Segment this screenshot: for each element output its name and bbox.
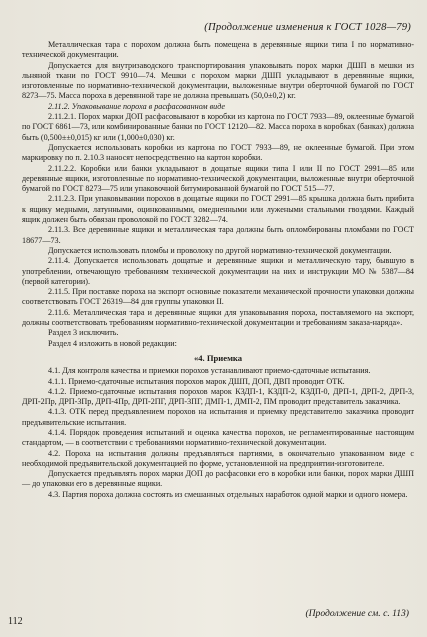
paragraph: 4.1.1. Приемо-сдаточные испытания порохов марок ДШП, ДОП, ДВП проводит ОТК. — [48, 376, 345, 386]
paragraph: 4.1.2. Приемо-сдаточные испытания порохов марок КЗДП-1, КЗДП-2, КЗДП-0, ДРП-1, ДРП-2, ДРП-3, ДРП-2Пр, ДРП-3Пр, ДРП-4Пр, ДРП-2ПГ, ДРП-3ПГ, ДМП-1, ДМП-2, ПМ проводит представитель заказчика. — [22, 386, 414, 407]
paragraph: 2.11.3. Все деревянные ящики и металлическая тара должны быть опломбированы пломбами по ГОСТ 18677—73. — [22, 225, 414, 245]
subheading: 2.11.2. Упаковывание пороха в расфасованном виде — [48, 101, 226, 111]
paragraph: 2.11.2.2. Коробки или банки укладывают в дощатые ящики типа I или II по ГОСТ 2991—85 или деревянные ящики, изготовленные по нормативно-технической документации, выложенные внутри оберточной бумагой по ГОСТ 8273—75 или упаковочной битумированной бумагой по ГОСТ 515—77. — [22, 163, 414, 194]
document-body — [22, 40, 414, 500]
paragraph: 4.2. Пороха на испытания должны предъявляться партиями, в окончательно упакованном виде с необходимой предъявительской документацией по форме, установленной на предприятии-изготовителе. — [22, 448, 414, 468]
paragraph: 4.1.4. Порядок проведения испытаний и оценка качества порохов, не регламентированные настоящим стандартом, — в соответствии с требованиями нормативно-технической документации. — [22, 427, 414, 448]
paragraph: 4.1.3. ОТК перед предъявлением порохов на испытания и приемку представителю заказчика проводит предъявительские испытания. — [22, 407, 414, 427]
paragraph: 4.3. Партия пороха должна состоять из смешанных отдельных наработок одной марки и одного номера. — [48, 489, 408, 499]
paragraph: Допускается для внутризаводского транспортирования упаковывать порох марки ДШП в мешки из льняной ткани по ГОСТ 9910—74. Мешки с порохом марки ДШП укладывают в деревянные ящики, изготовленные по нормативно-технической документации, выложенные внутри оберточной бумагой по ГОСТ 8273—75. Масса пороха в деревянной таре не должна превышать (50,0±0,2) кг. — [22, 60, 414, 101]
paragraph: Допускается использовать коробки из картона по ГОСТ 7933—89, не оклеенные бумагой. При этом маркировку по п. 2.10.3 наносят непосредственно на картон коробки. — [22, 142, 414, 163]
paragraph: 4.1. Для контроля качества и приемки порохов устанавливают приемо-сдаточные испытания. — [48, 366, 371, 376]
paragraph: 2.11.5. При поставке пороха на экспорт основные показатели механической прочности упаковки должны соответствовать ГОСТ 26319—84 для группы упаковки II. — [22, 287, 414, 307]
paragraph: Допускается предъявлять порох марки ДОП до расфасовки его в коробки или банки, порох марки ДШП — до упаковки его в деревянные ящики. — [22, 469, 414, 489]
paragraph: Раздел 3 исключить. — [48, 328, 119, 338]
section-title: «4. Приемка — [193, 352, 243, 363]
paragraph: Раздел 4 изложить в новой редакции: — [48, 338, 177, 348]
page-number: 112 — [8, 616, 23, 627]
paragraph: 2.11.6. Металлическая тара и деревянные ящики для упаковывания пороха, поставляемого на экспорт, должны соответствовать требованиям нормативно-технической документации и требованиям заказа-наряда». — [22, 307, 414, 328]
continuation-footer: (Продолжение см. с. 113) — [305, 608, 409, 619]
continuation-header: (Продолжение изменения к ГОСТ 1028—79) — [204, 22, 411, 33]
paragraph: Металлическая тара с порохом должна быть помещена в деревянные ящики типа I по нормативно-технической документации. — [22, 40, 414, 60]
paragraph: Допускается использовать пломбы и проволоку по другой нормативно-технической документации. — [48, 245, 392, 255]
paragraph: 2.11.2.1. Порох марки ДОП расфасовывают в коробки из картона по ГОСТ 7933—89, оклеенные бумагой по ГОСТ 6861—73, или комбинированные банки по ГОСТ 12120—82. Масса пороха в коробках (банках) должна быть (0,500±±0,015) кг или (1,000±0,030) кг. — [22, 112, 414, 142]
paragraph: 2.11.4. Допускается использовать дощатые и деревянные ящики и металлическую тару, бывшую в употреблении, отвечающую требованиям технической документации на них и инструкции МО № 5387—84 (первой категории). — [22, 256, 414, 286]
paragraph: 2.11.2.3. При упаковывании порохов в дощатые ящики по ГОСТ 2991—85 крышка должна быть прибита к ящику медными, латунными, оцинкованными, омедненными или лужеными стальными гвоздями. Каждый ящик должен быть обвязан проволокой по ГОСТ 3282—74. — [22, 194, 414, 225]
